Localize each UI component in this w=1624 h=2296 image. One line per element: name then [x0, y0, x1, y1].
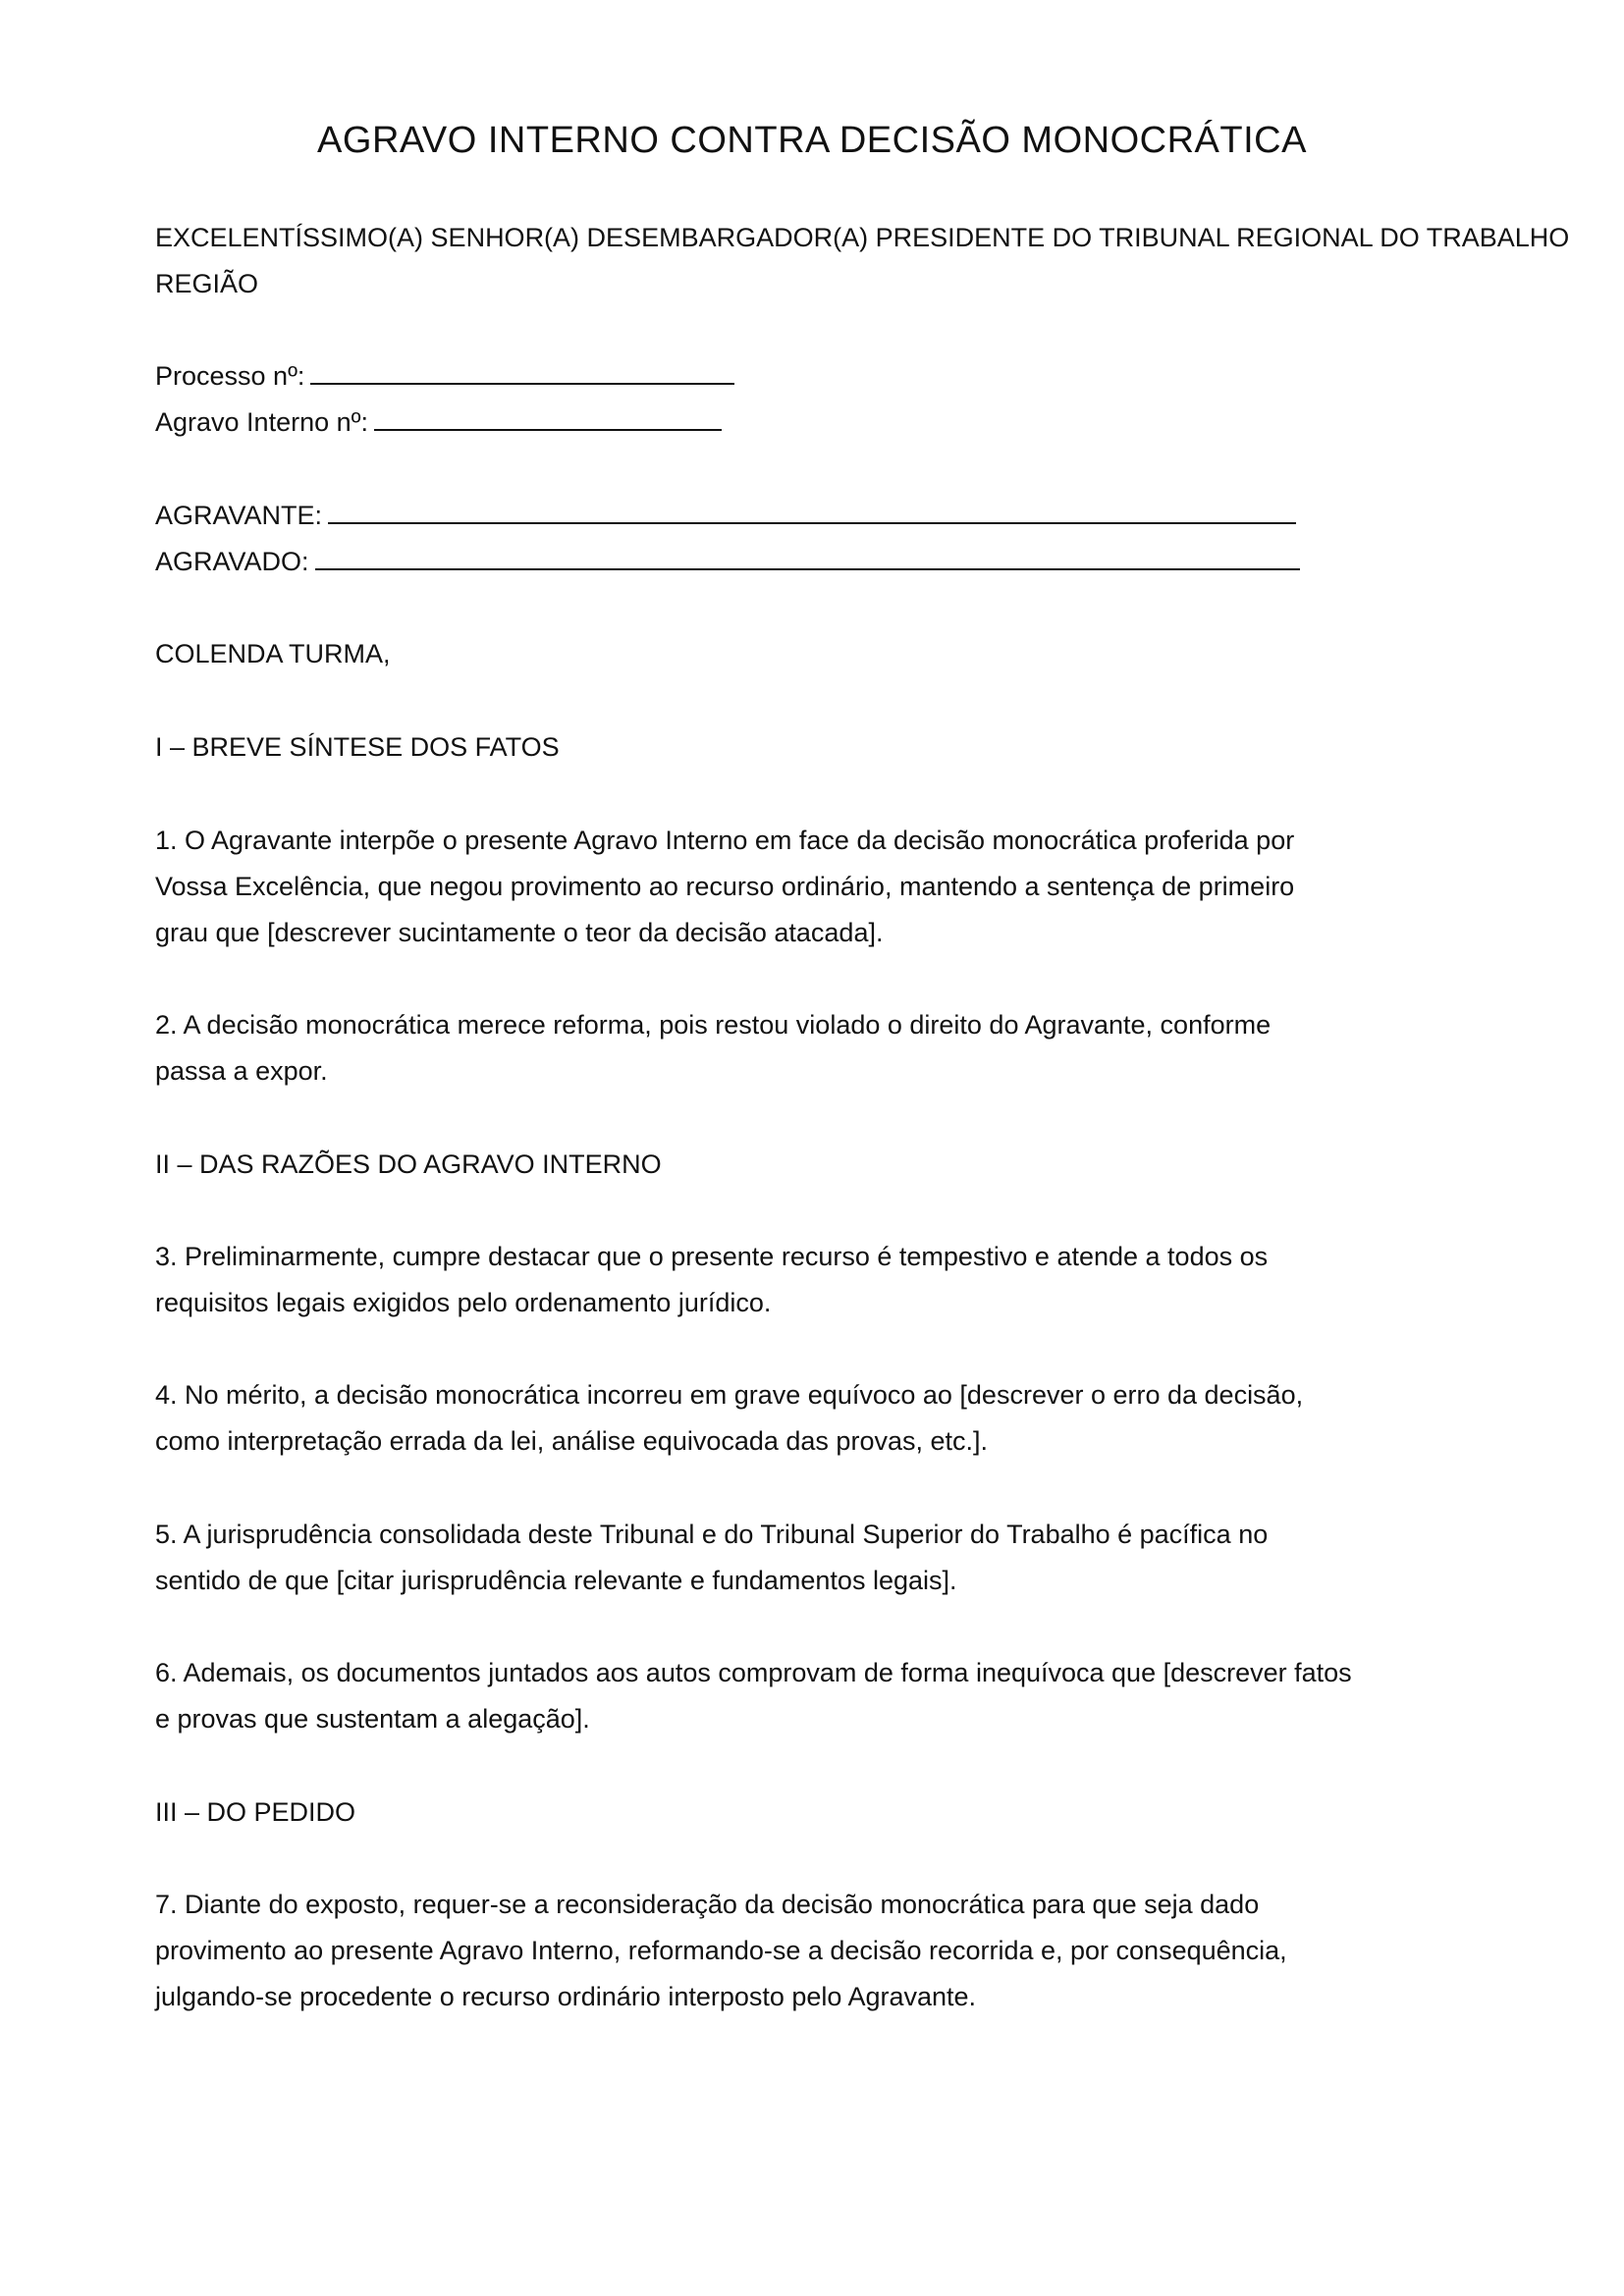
- paragraph-line: requisitos legais exigidos pelo ordenamento jurídico.: [155, 1288, 772, 1317]
- agravante-label: AGRAVANTE:: [155, 501, 323, 530]
- agravo-blank: [374, 405, 722, 431]
- paragraph-line: 4. No mérito, a decisão monocrática incorreu em grave equívoco ao [descrever o erro da decisão,: [155, 1380, 1304, 1410]
- paragraph-line: 2. A decisão monocrática merece reforma, pois restou violado o direito do Agravante, conforme: [155, 1010, 1272, 1040]
- paragraph-4: [155, 1372, 1303, 1465]
- paragraph-line: passa a expor.: [155, 1056, 328, 1086]
- paragraph-6: [155, 1650, 1352, 1742]
- processo-field: [155, 353, 734, 400]
- paragraph-line: julgando-se procedente o recurso ordinário interposto pelo Agravante.: [155, 1982, 977, 2011]
- section-heading-2: II – DAS RAZÕES DO AGRAVO INTERNO: [155, 1149, 662, 1179]
- processo-label: Processo nº:: [155, 361, 305, 391]
- agravado-label: AGRAVADO:: [155, 547, 309, 576]
- paragraph-line: e provas que sustentam a alegação].: [155, 1704, 590, 1734]
- paragraph-7: [155, 1882, 1287, 2020]
- agravo-label: Agravo Interno nº:: [155, 407, 368, 437]
- paragraph-line: 6. Ademais, os documentos juntados aos autos comprovam de forma inequívoca que [descrever fatos: [155, 1658, 1352, 1687]
- party-fields: [155, 493, 1300, 585]
- agravado-blank: [315, 545, 1300, 570]
- paragraph-1: [155, 818, 1294, 956]
- addressee: [155, 215, 1624, 307]
- addressee-line-2: REGIÃO: [155, 269, 259, 298]
- addressee-line-1: EXCELENTÍSSIMO(A) SENHOR(A) DESEMBARGADOR(A) PRESIDENTE DO TRIBUNAL REGIONAL DO TRABALHO: [155, 223, 1570, 252]
- processo-blank: [310, 359, 734, 385]
- agravo-field: [155, 400, 734, 446]
- paragraph-2: [155, 1002, 1271, 1095]
- paragraph-line: provimento ao presente Agravo Interno, reformando-se a decisão recorrida e, por consequência,: [155, 1936, 1287, 1965]
- process-fields: [155, 353, 734, 446]
- section-heading-1: I – BREVE SÍNTESE DOS FATOS: [155, 732, 560, 762]
- paragraph-line: 1. O Agravante interpõe o presente Agravo Interno em face da decisão monocrática proferida por: [155, 826, 1295, 855]
- agravado-field: [155, 539, 1300, 585]
- paragraph-line: grau que [descrever sucintamente o teor da decisão atacada].: [155, 918, 884, 947]
- paragraph-line: 5. A jurisprudência consolidada deste Tribunal e do Tribunal Superior do Trabalho é pacífica no: [155, 1520, 1269, 1549]
- paragraph-line: Vossa Excelência, que negou provimento ao recurso ordinário, mantendo a sentença de primeiro: [155, 872, 1295, 901]
- section-heading-3: III – DO PEDIDO: [155, 1797, 356, 1827]
- salutation: COLENDA TURMA,: [155, 639, 391, 668]
- document-title: AGRAVO INTERNO CONTRA DECISÃO MONOCRÁTICA: [317, 120, 1307, 161]
- paragraph-line: sentido de que [citar jurisprudência relevante e fundamentos legais].: [155, 1566, 957, 1595]
- paragraph-line: como interpretação errada da lei, análise equivocada das provas, etc.].: [155, 1426, 988, 1456]
- agravante-blank: [328, 499, 1296, 524]
- agravante-field: [155, 493, 1300, 539]
- paragraph-line: 3. Preliminarmente, cumpre destacar que o presente recurso é tempestivo e atende a todos os: [155, 1242, 1269, 1271]
- paragraph-line: 7. Diante do exposto, requer-se a reconsideração da decisão monocrática para que seja dado: [155, 1890, 1260, 1919]
- paragraph-3: [155, 1234, 1268, 1326]
- paragraph-5: [155, 1512, 1268, 1604]
